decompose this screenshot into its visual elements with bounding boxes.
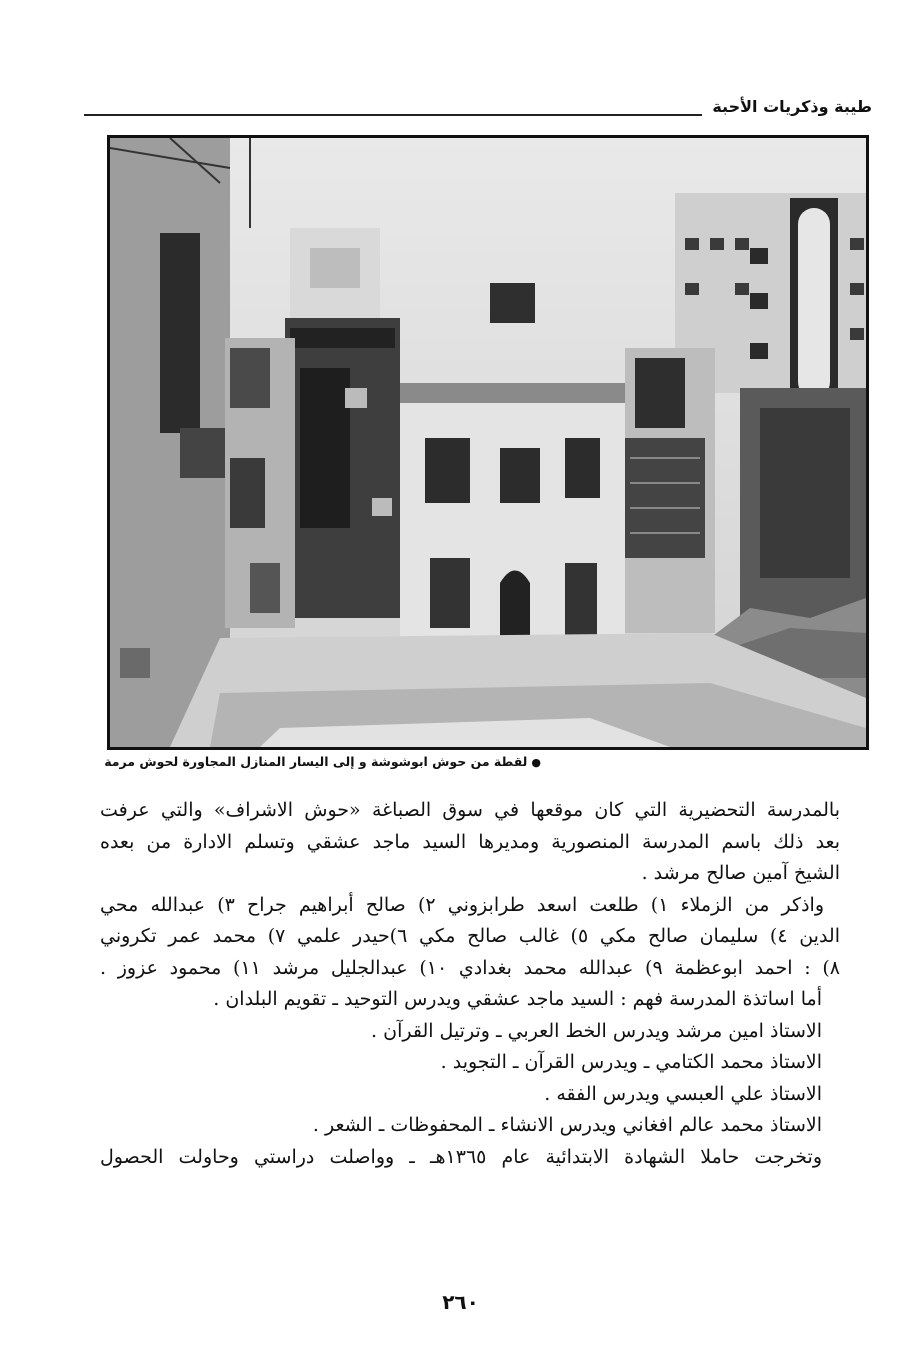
text-line: الاستاذ محمد عالم افغاني ويدرس الانشاء ـ المحفوظات ـ الشعر . [312, 1114, 822, 1136]
photograph-old-houses [110, 138, 866, 747]
photograph [107, 135, 869, 750]
header-rule [84, 114, 702, 116]
running-header [84, 97, 872, 127]
text-line: أما اساتذة المدرسة فهم : السيد ماجد عشقي ويدرس التوحيد ـ تقويم البلدان . [213, 988, 822, 1010]
text-line: الشيخ آمين صالح مرشد . [641, 862, 840, 884]
text-line: بالمدرسة التحضيرية التي كان موقعها في سوق الصباغة «حوش الاشراف» والتي عرفت [100, 799, 840, 821]
text-line: الدين ٤) سليمان صالح مكي ٥) غالب صالح مكي ٦)حيدر علمي ٧) محمد عمر تكروني [100, 925, 840, 947]
book-title: طيبة وذكريات الأحبة [712, 97, 872, 116]
text-line: واذكر من الزملاء ١) طلعت اسعد طرابزوني ٢) صالح أبراهيم جراح ٣) عبدالله محي [100, 893, 824, 916]
text-line: وتخرجت حاملا الشهادة الابتدائية عام ١٣٦٥هـ ـ وواصلت دراستي وحاولت الحصول [100, 1145, 822, 1168]
photo-caption [104, 754, 541, 769]
bullet-icon: ● [531, 756, 541, 769]
caption-text: لقطة من حوش ابوشوشة و إلى اليسار المنازل المجاورة لحوش مرمة [104, 754, 528, 769]
text-line: الاستاذ امين مرشد ويدرس الخط العربي ـ وترتيل القرآن . [371, 1019, 822, 1042]
body-text [100, 795, 840, 1173]
page-number: ٢٦٠ [442, 1290, 479, 1314]
text-line: الاستاذ علي العبسي ويدرس الفقه . [544, 1082, 822, 1105]
text-line: ٨) : احمد ابوعظمة ٩) عبدالله محمد بغدادي ١٠) عبدالجليل مرشد ١١) محمود عزوز . [100, 956, 841, 979]
text-line: الاستاذ محمد الكتامي ـ ويدرس القرآن ـ التجويد . [440, 1051, 822, 1073]
text-line: بعد ذلك باسم المدرسة المنصورية ومديرها السيد ماجد عشقي وتسلم الادارة من بعده [100, 830, 840, 853]
